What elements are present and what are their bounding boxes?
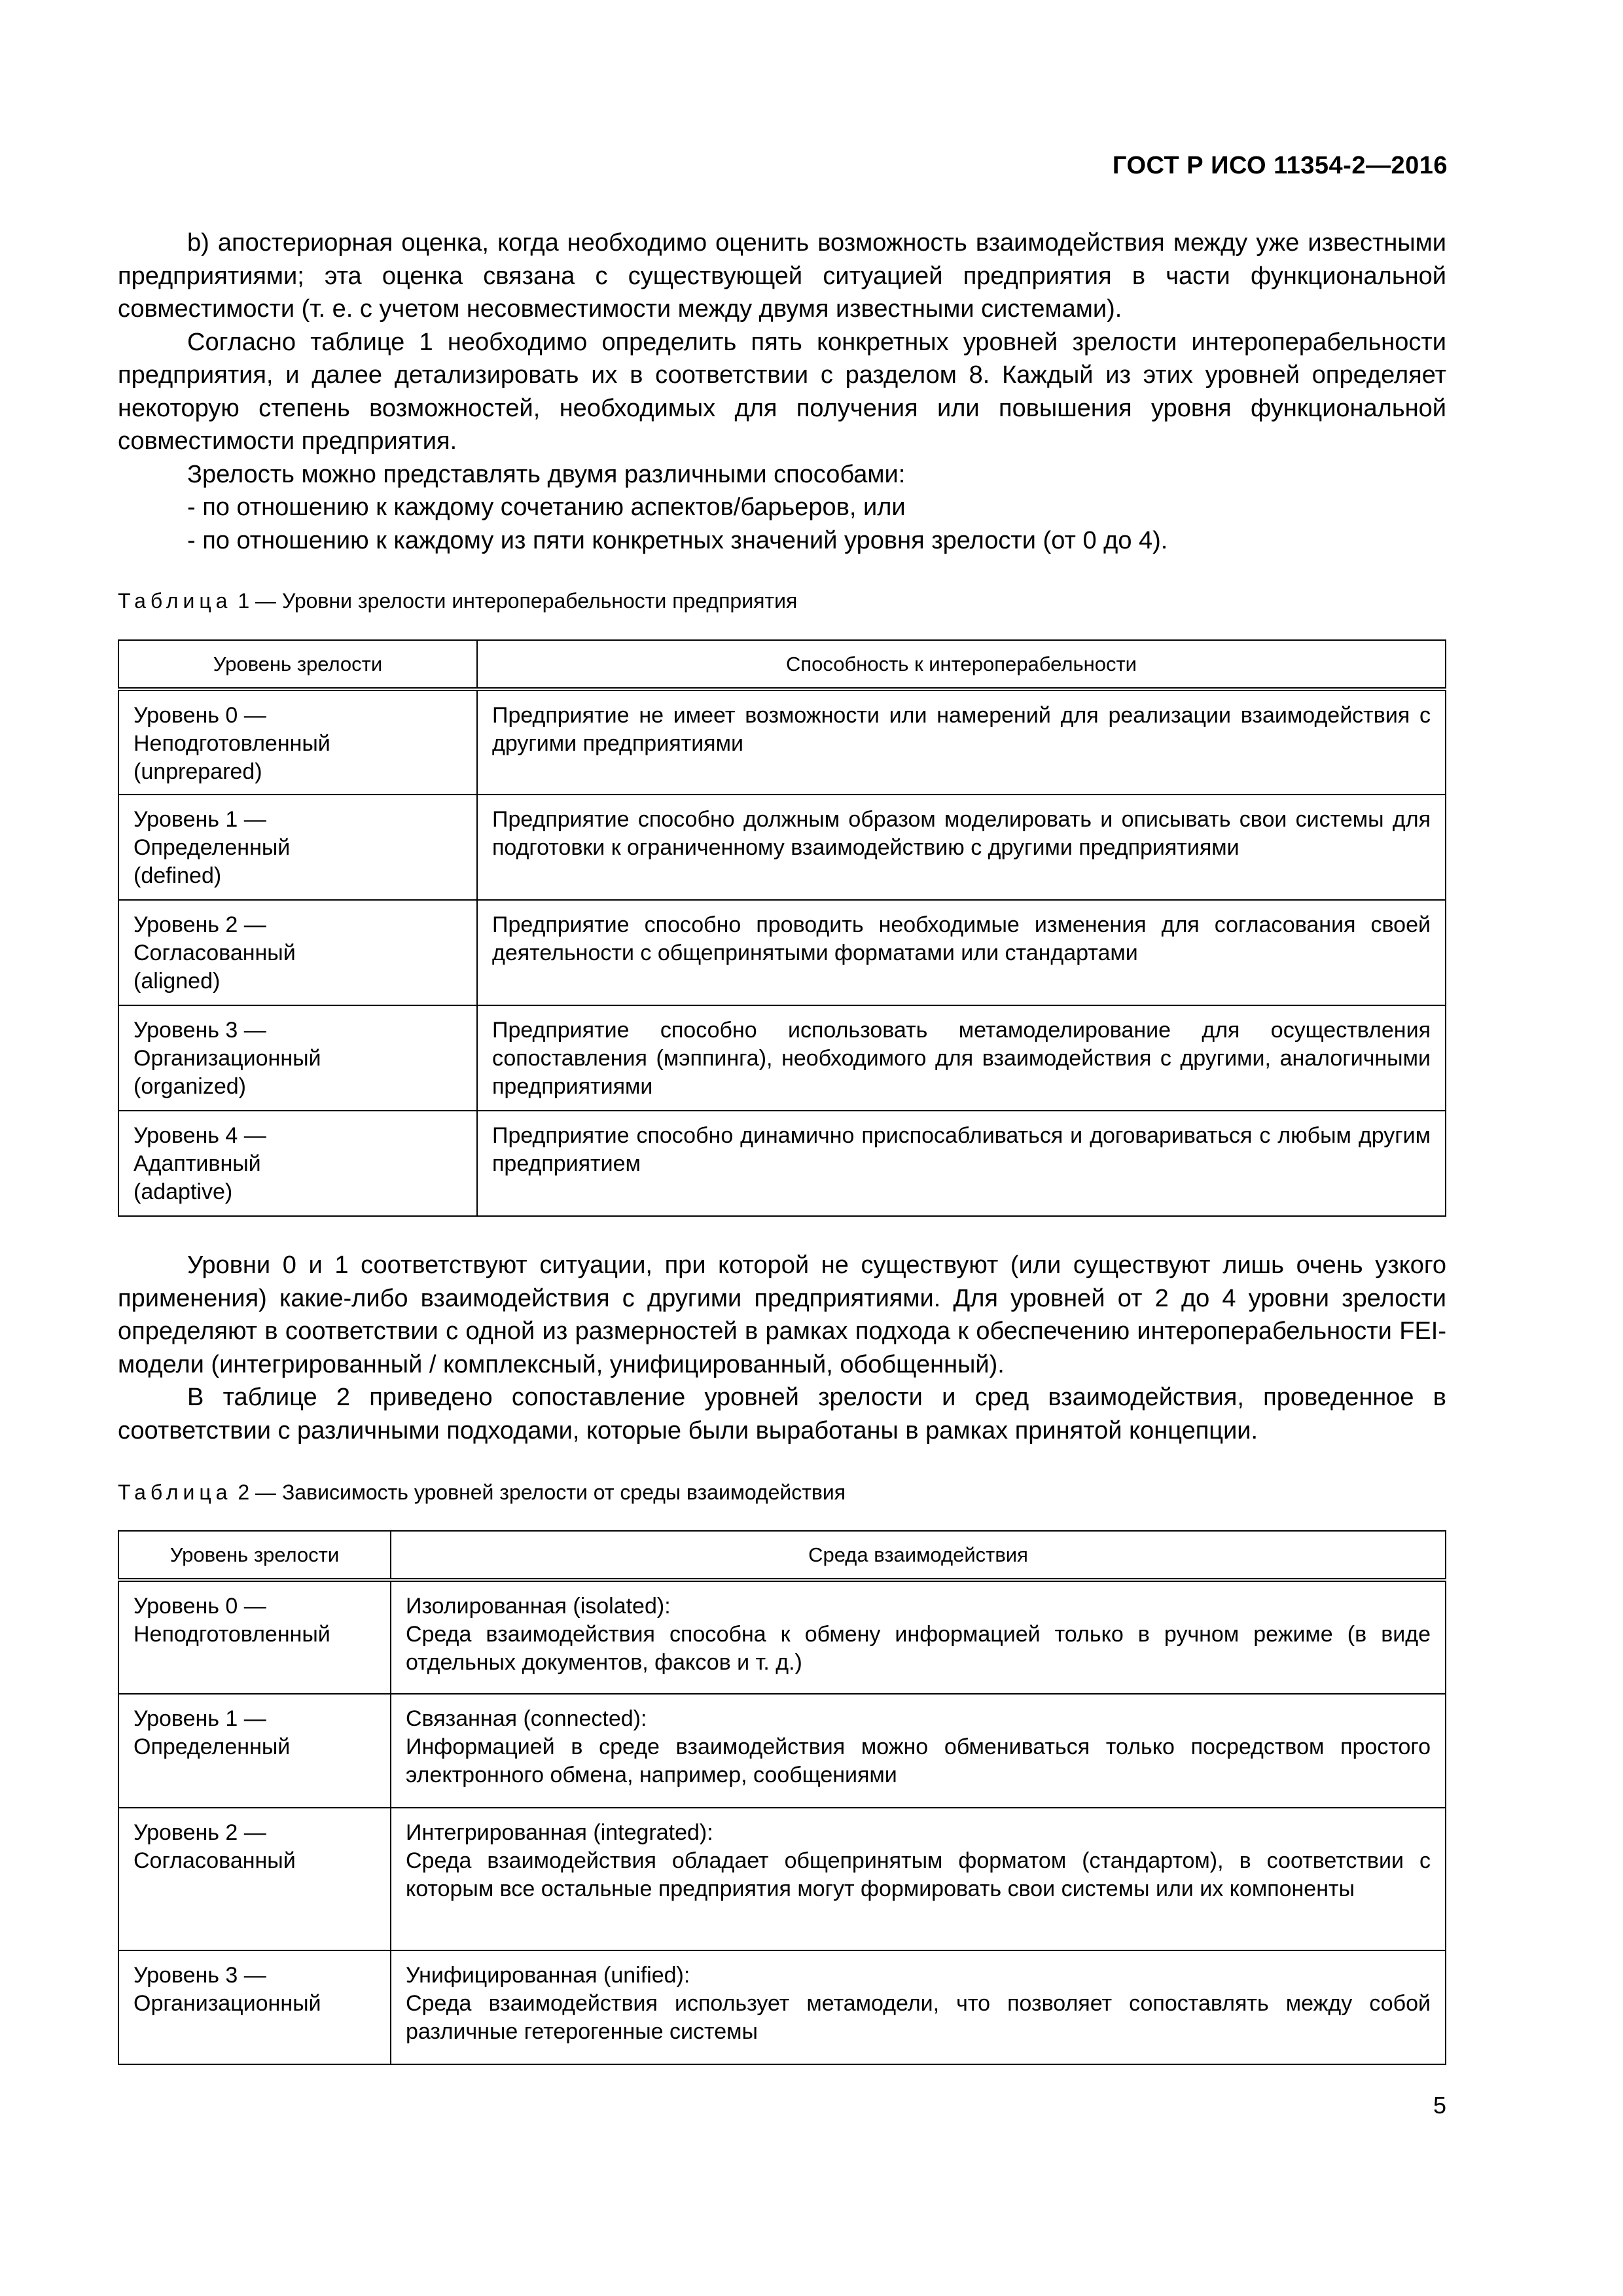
table-row (118, 1808, 1446, 1950)
table-row (118, 795, 1446, 900)
table-row (118, 1005, 1446, 1111)
environment-cell: Унифицированная (unified): Среда взаимодействия использует метамодели, что позволяет сопоставлять между собой различные гетерогенные системы (391, 1950, 1446, 2064)
intro-paragraph-1: b) апостериорная оценка, когда необходимо оценить возможность взаимодействия между уже известными предприятиями; эта оценка связана с существующей ситуацией предприятия в части функциональной совместимости (т. е. с учетом несовместимости между двумя известными системами). (118, 229, 1446, 323)
page-number: 5 (1433, 2092, 1446, 2119)
table1-header-level: Уровень зрелости (118, 640, 477, 689)
capability-cell: Предприятие способно использовать метамоделирование для осуществления сопоставления (мэппинга), необходимого для взаимодействия с другими, аналогичными предприятиями (477, 1005, 1446, 1111)
middle-text (118, 1249, 1446, 1447)
document-code-header: ГОСТ Р ИСО 11354-2—2016 (1112, 152, 1448, 179)
capability-cell: Предприятие способно должным образом моделировать и описывать свои системы для подготовки к ограниченному взаимодействию с другими предприятиями (477, 795, 1446, 900)
level-cell: Уровень 3 — Организационный (118, 1950, 391, 2064)
table2-caption-text: 2 — Зависимость уровней зрелости от среды взаимодействия (232, 1480, 846, 1504)
table2-caption (118, 1480, 846, 1505)
intro-text (118, 226, 1446, 557)
level-cell: Уровень 1 — Определенный (defined) (118, 795, 477, 900)
table-row (118, 1111, 1446, 1216)
level-cell: Уровень 0 — Неподготовленный (unprepared) (118, 689, 477, 795)
table-row (118, 689, 1446, 795)
level-cell: Уровень 3 — Организационный (organized) (118, 1005, 477, 1111)
middle-paragraph-2: В таблице 2 приведено сопоставление уровней зрелости и сред взаимодействия, проведенное в соответствии с различными подходами, которые были выработаны в рамках принятой концепции. (118, 1384, 1446, 1444)
table1-header-capability: Способность к интероперабельности (477, 640, 1446, 689)
environment-cell: Изолированная (isolated): Среда взаимодействия способна к обмену информацией только в ручном режиме (в виде отдельных документов, факсов и т. д.) (391, 1580, 1446, 1694)
table-row (118, 900, 1446, 1005)
table2-caption-label: Таблица (118, 1480, 232, 1504)
capability-cell: Предприятие способно проводить необходимые изменения для согласования своей деятельности с общепринятыми форматами или стандартами (477, 900, 1446, 1005)
table2-environments (118, 1530, 1446, 2065)
table2-header-environment: Среда взаимодействия (391, 1531, 1446, 1580)
table2-header-level: Уровень зрелости (118, 1531, 391, 1580)
capability-cell: Предприятие не имеет возможности или намерений для реализации взаимодействия с другими предприятиями (477, 689, 1446, 795)
table1-caption (118, 589, 797, 613)
level-cell: Уровень 4 — Адаптивный (adaptive) (118, 1111, 477, 1216)
level-cell: Уровень 0 — Неподготовленный (118, 1580, 391, 1694)
capability-cell: Предприятие способно динамично приспосабливаться и договариваться с любым другим предприятием (477, 1111, 1446, 1216)
environment-cell: Связанная (connected): Информацией в среде взаимодействия можно обмениваться только посредством простого электронного обмена, например, сообщениями (391, 1694, 1446, 1808)
level-cell: Уровень 2 — Согласованный (118, 1808, 391, 1950)
table1-caption-text: 1 — Уровни зрелости интероперабельности предприятия (232, 589, 798, 613)
table-row (118, 1580, 1446, 1694)
intro-list-item-1: - по отношению к каждому сочетанию аспектов/барьеров, или (187, 493, 906, 521)
middle-paragraph-1: Уровни 0 и 1 соответствуют ситуации, при которой не существуют (или существуют лишь очень узкого применения) какие-либо взаимодействия с другими предприятиями. Для уровней от 2 до 4 уровни зрелости определяют в соответствии с одной из размерностей в рамках подхода к обеспечению интероперабельности FEI-модели (интегрированный / комплексный, унифицированный, обобщенный). (118, 1251, 1446, 1378)
table1-maturity-levels (118, 639, 1446, 1217)
environment-cell: Интегрированная (integrated): Среда взаимодействия обладает общепринятым форматом (стандартом), в соответствии с которым все остальные предприятия могут формировать свои системы или их компоненты (391, 1808, 1446, 1950)
table1-caption-label: Таблица (118, 589, 232, 613)
intro-list-item-2: - по отношению к каждому из пяти конкретных значений уровня зрелости (от 0 до 4). (187, 526, 1168, 554)
table-row (118, 1694, 1446, 1808)
table-row (118, 1950, 1446, 2064)
level-cell: Уровень 2 — Согласованный (aligned) (118, 900, 477, 1005)
intro-paragraph-2: Согласно таблице 1 необходимо определить пять конкретных уровней зрелости интероперабельности предприятия, и далее детализировать их в соответствии с разделом 8. Каждый из этих уровней определяет некоторую степень возможностей, необходимых для получения или повышения уровня функциональной совместимости предприятия. (118, 328, 1446, 455)
level-cell: Уровень 1 — Определенный (118, 1694, 391, 1808)
intro-paragraph-3: Зрелость можно представлять двумя различными способами: (187, 460, 906, 488)
